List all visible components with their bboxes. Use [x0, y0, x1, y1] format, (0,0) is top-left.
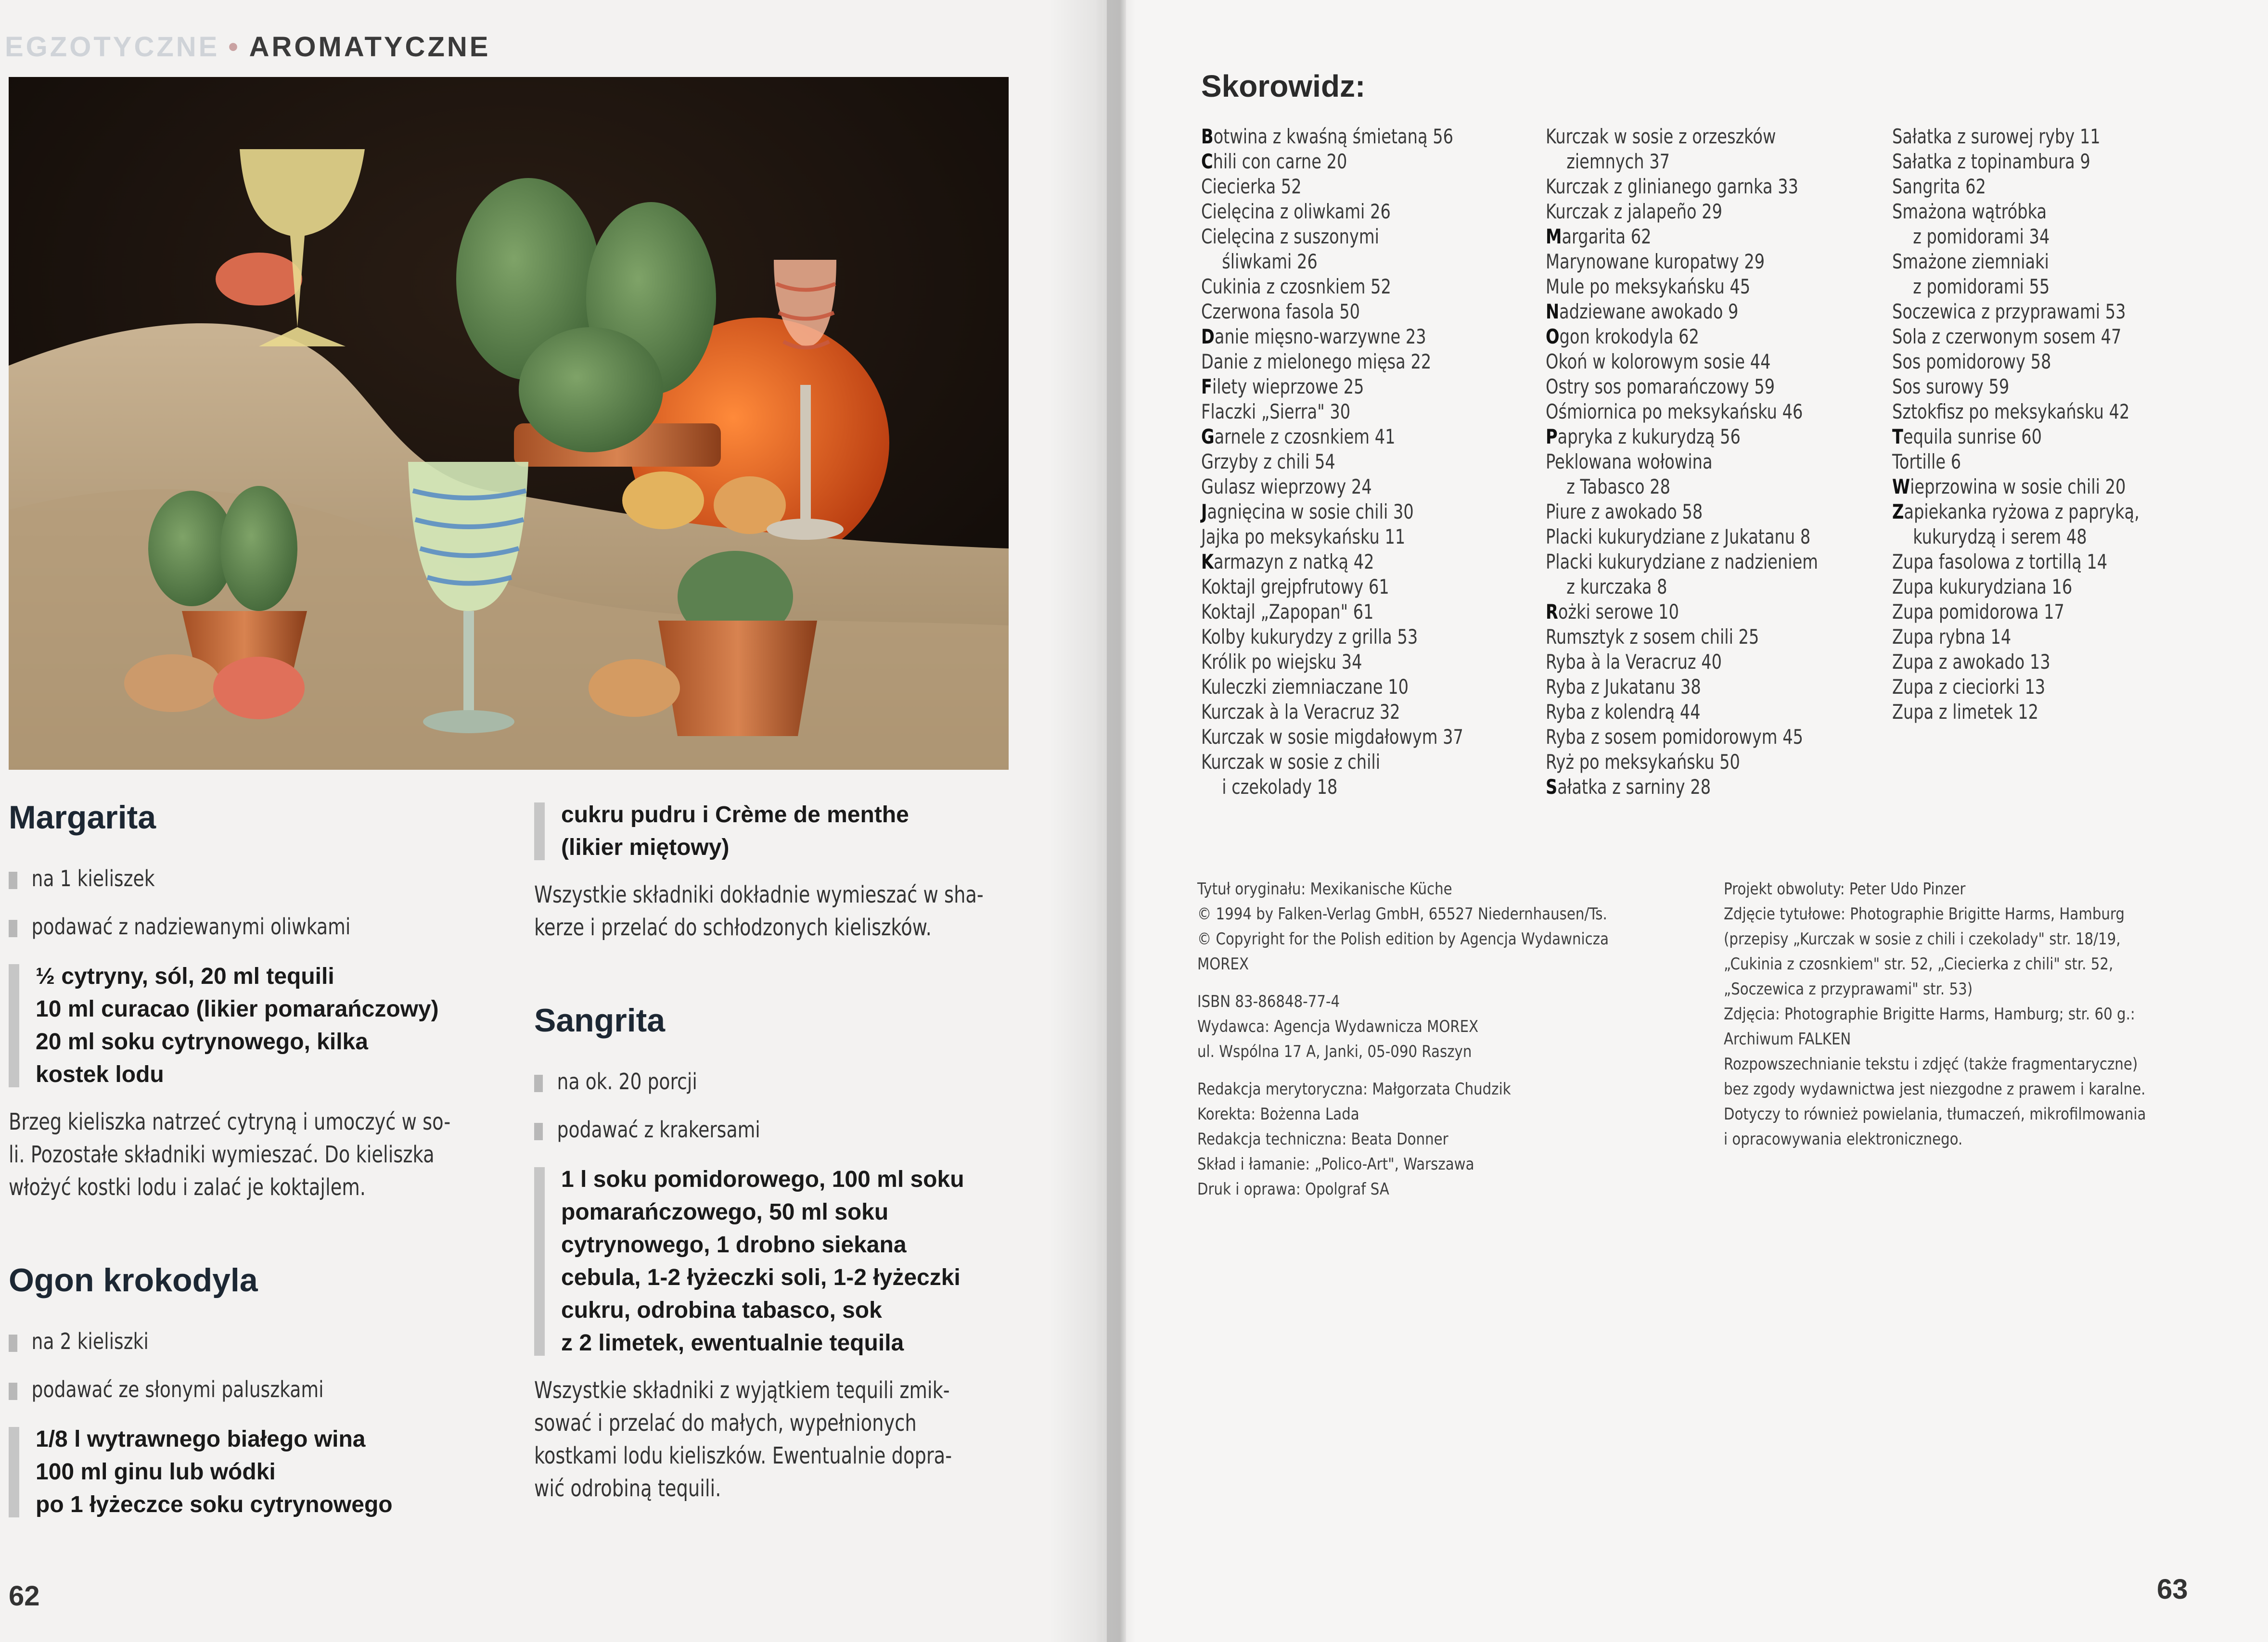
index-entry: Botwina z kwaśną śmietaną 56 [1201, 125, 1453, 148]
index-entry: Ciecierka 52 [1201, 175, 1302, 198]
ingredient-line: pomarańczowego, 50 ml soku [561, 1199, 889, 1225]
ingredient-line: ½ cytryny, sól, 20 ml tequili [36, 964, 334, 989]
index-entry: Ryba z Jukatanu 38 [1546, 675, 1701, 699]
index-entry: Kurczak à la Veracruz 32 [1201, 700, 1400, 724]
index-column-2 [1546, 124, 1818, 800]
ingredient-line: 20 ml soku cytrynowego, kilka [36, 1029, 368, 1055]
imprint-line: Tytuł oryginału: Mexikanische Küche [1197, 879, 1452, 899]
ingredient-line: cebula, 1-2 łyżeczki soli, 1-2 łyżeczki [561, 1265, 961, 1290]
ogon-title: Ogon krokodyla [9, 1262, 258, 1298]
index-entry: Smażone ziemniaki [1892, 250, 2049, 273]
index-entry: Ryba à la Veracruz 40 [1546, 650, 1722, 674]
imprint-left [1197, 877, 1609, 1202]
index-entry: Mule po meksykańsku 45 [1546, 275, 1751, 298]
ingredient-line: cytrynowego, 1 drobno siekana [561, 1232, 907, 1258]
sangrita-instructions: Wszystkie składniki z wyjątkiem tequili zmik- sować i przelać do małych, wypełnionych kostkami lodu kieliszków. Ewentualnie dopra- wić odrobiną tequili. [534, 1377, 952, 1502]
index-title: Skorowidz: [1201, 69, 1366, 103]
ingredient-line: z 2 limetek, ewentualnie tequila [561, 1330, 904, 1356]
index-entry: Soczewica z przyprawami 53 [1892, 300, 2126, 323]
imprint-line: i opracowywania elektronicznego. [1724, 1130, 1963, 1149]
cocktail-cactus-photo [9, 77, 1009, 770]
imprint-line: Zdjęcia: Photographie Brigitte Harms, Hamburg; str. 60 g.: [1724, 1005, 2135, 1024]
index-entry: ziemnych 37 [1566, 150, 1670, 173]
index-entry: Piure z awokado 58 [1546, 500, 1703, 523]
index-entry: Rumsztyk z sosem chili 25 [1546, 625, 1759, 649]
index-entry: Jagnięcina w sosie chili 30 [1201, 500, 1414, 523]
index-entry: Cielęcina z oliwkami 26 [1201, 200, 1391, 223]
index-entry: Kurczak z jalapeño 29 [1546, 200, 1723, 223]
imprint-line: ul. Wspólna 17 A, Janki, 05-090 Raszyn [1197, 1042, 1472, 1061]
index-entry: Margarita 62 [1546, 225, 1652, 248]
ogon-ingredients-continued [534, 799, 1015, 864]
imprint-line: ISBN 83-86848-77-4 [1197, 992, 1340, 1011]
index-entry: Placki kukurydziane z nadzieniem [1546, 550, 1819, 573]
imprint-line: © Copyright for the Polish edition by Agencja Wydawnicza [1197, 929, 1609, 949]
sangrita-bullet: podawać z krakersami [534, 1115, 929, 1144]
index-entry: z pomidorami 55 [1913, 275, 2050, 298]
ingredient-line: 1 l soku pomidorowego, 100 ml soku [561, 1167, 964, 1192]
index-entry: Kolby kukurydzy z grilla 53 [1201, 625, 1418, 649]
margarita-bullet: na 1 kieliszek [9, 864, 435, 893]
index-entry: Rożki serowe 10 [1546, 600, 1679, 624]
index-entry: Danie mięsno-warzywne 23 [1201, 325, 1426, 348]
imprint-line: © 1994 by Falken-Verlag GmbH, 65527 Niedernhausen/Ts. [1197, 904, 1607, 924]
index-entry: Papryka z kukurydzą 56 [1546, 425, 1741, 448]
imprint-line: Redakcja merytoryczna: Małgorzata Chudzik [1197, 1080, 1511, 1099]
index-entry: Placki kukurydziane z Jukatanu 8 [1546, 525, 1811, 548]
index-entry: Ośmiornica po meksykańsku 46 [1546, 400, 1803, 423]
index-entry: Kuleczki ziemniaczane 10 [1201, 675, 1409, 699]
imprint-line [1197, 977, 1609, 989]
index-entry: Kurczak w sosie z chili [1201, 750, 1381, 774]
ogon-ingredients [9, 1423, 528, 1521]
ogon-bullet: na 2 kieliszki [9, 1327, 435, 1356]
imprint-line: Redakcja techniczna: Beata Donner [1197, 1130, 1448, 1149]
page-number-left: 62 [9, 1580, 40, 1612]
section-header [5, 31, 490, 63]
imprint-line: bez zgody wydawnictwa jest niezgodne z prawem i karalne. [1724, 1080, 2146, 1099]
index-entry: Sztokfisz po meksykańsku 42 [1892, 400, 2130, 423]
index-entry: Gulasz wieprzowy 24 [1201, 475, 1372, 498]
index-entry: Ryba z sosem pomidorowym 45 [1546, 725, 1803, 749]
index-entry: Nadziewane awokado 9 [1546, 300, 1739, 323]
index-entry: Cukinia z czosnkiem 52 [1201, 275, 1391, 298]
index-entry: Ostry sos pomarańczowy 59 [1546, 375, 1775, 398]
index-entry: Sos surowy 59 [1892, 375, 2010, 398]
sangrita-bullet: na ok. 20 porcji [534, 1067, 929, 1096]
index-entry: Zupa z cieciorki 13 [1892, 675, 2046, 699]
index-entry: Kurczak z glinianego garnka 33 [1546, 175, 1798, 198]
ingredient-line: po 1 łyżeczce soku cytrynowego [36, 1492, 393, 1517]
index-entry: i czekolady 18 [1222, 775, 1338, 799]
ingredient-line: kostek lodu [36, 1062, 164, 1087]
index-entry: Zupa z awokado 13 [1892, 650, 2050, 674]
margarita-instructions: Brzeg kieliszka natrzeć cytryną i umoczyć w so- li. Pozostałe składniki wymieszać. Do kieliszka włożyć kostki lodu i zalać je koktajlem. [9, 1108, 451, 1201]
photo-illustration [9, 77, 1009, 770]
index-entry: Sałatka z sarniny 28 [1546, 775, 1711, 799]
section-header-separator: • [228, 31, 241, 63]
ogon-instructions: Wszystkie składniki dokładnie wymieszać w sha- kerze i przelać do schłodzonych kieliszków. [534, 881, 984, 941]
page-number-right: 63 [2157, 1574, 2188, 1605]
index-entry: Flaczki „Sierra" 30 [1201, 400, 1351, 423]
index-column-3 [1892, 124, 2140, 725]
index-entry: Ryba z kolendrą 44 [1546, 700, 1701, 724]
index-entry: Tequila sunrise 60 [1892, 425, 2042, 448]
right-recipe-column [534, 799, 1015, 1505]
left-recipe-column [9, 799, 528, 1536]
imprint-line: „Cukinia z czosnkiem" str. 52, „Ciecierka z chili" str. 52, [1724, 955, 2114, 974]
index-entry: Królik po wiejsku 34 [1201, 650, 1362, 674]
book-gutter-shadow-right [1107, 0, 1136, 1642]
index-entry: Jajka po meksykańsku 11 [1201, 525, 1406, 548]
ingredient-line: 100 ml ginu lub wódki [36, 1459, 276, 1485]
index-entry: Sola z czerwonym sosem 47 [1892, 325, 2122, 348]
index-entry: Peklowana wołowina [1546, 450, 1713, 473]
index-entry: Danie z mielonego mięsa 22 [1201, 350, 1432, 373]
index-entry: Sos pomidorowy 58 [1892, 350, 2051, 373]
ingredient-line: 10 ml curacao (likier pomarańczowy) [36, 996, 439, 1022]
index-entry: z Tabasco 28 [1566, 475, 1670, 498]
index-entry: Smażona wątróbka [1892, 200, 2047, 223]
imprint-line: Dotyczy to również powielania, tłumaczeń, mikrofilmowania [1724, 1105, 2146, 1124]
imprint-line: Archiwum FALKEN [1724, 1030, 1851, 1049]
index-entry: Sangrita 62 [1892, 175, 1986, 198]
sangrita-ingredients [534, 1163, 1015, 1360]
section-header-faded: EGZOTYCZNE [5, 31, 220, 63]
imprint-line: Zdjęcie tytułowe: Photographie Brigitte Harms, Hamburg [1724, 904, 2125, 924]
ingredient-line: cukru pudru i Crème de menthe [561, 802, 909, 827]
ogon-bullet: podawać ze słonymi paluszkami [9, 1375, 435, 1404]
margarita-bullet: podawać z nadziewanymi oliwkami [9, 912, 435, 941]
index-entry: Sałatka z topinambura 9 [1892, 150, 2090, 173]
index-column-1 [1201, 124, 1463, 800]
sangrita-title: Sangrita [534, 1002, 666, 1039]
index-entry: kukurydzą i serem 48 [1913, 525, 2087, 548]
index-entry: Zupa kukurydziana 16 [1892, 575, 2073, 598]
ingredient-line: cukru, odrobina tabasco, sok [561, 1298, 882, 1323]
index-entry: Sałatka z surowej ryby 11 [1892, 125, 2101, 148]
index-entry: Koktajl „Zapopan" 61 [1201, 600, 1374, 624]
ingredient-line: 1/8 l wytrawnego białego wina [36, 1426, 366, 1452]
index-entry: Cielęcina z suszonymi [1201, 225, 1379, 248]
index-entry: Marynowane kuropatwy 29 [1546, 250, 1765, 273]
index-entry: Grzyby z chili 54 [1201, 450, 1335, 473]
index-entry: Kurczak w sosie z orzeszków [1546, 125, 1776, 148]
imprint-line [1197, 1064, 1609, 1077]
index-entry: Zupa pomidorowa 17 [1892, 600, 2064, 624]
index-entry: Zupa rybna 14 [1892, 625, 2012, 649]
index-entry: Zupa fasolowa z tortillą 14 [1892, 550, 2108, 573]
imprint-line: (przepisy „Kurczak w sosie z chili i czekolady" str. 18/19, [1724, 929, 2121, 949]
ingredient-line: (likier miętowy) [561, 835, 730, 860]
index-entry: Zapiekanka ryżowa z papryką, [1892, 500, 2140, 523]
index-entry: Tortille 6 [1892, 450, 1961, 473]
index-entry: z kurczaka 8 [1566, 575, 1667, 598]
margarita-title: Margarita [9, 799, 156, 836]
imprint-line: MOREX [1197, 955, 1249, 974]
margarita-ingredients [9, 960, 528, 1091]
imprint-line: Korekta: Bożenna Lada [1197, 1105, 1359, 1124]
section-header-strong: AROMATYCZNE [249, 31, 491, 63]
index-entry: Koktajl grejpfrutowy 61 [1201, 575, 1389, 598]
index-entry: Ryż po meksykańsku 50 [1546, 750, 1740, 774]
imprint-line: Druk i oprawa: Opolgraf SA [1197, 1180, 1389, 1199]
imprint-line: Skład i łamanie: „Polico-Art", Warszawa [1197, 1155, 1474, 1174]
index-entry: Chili con carne 20 [1201, 150, 1347, 173]
index-entry: śliwkami 26 [1222, 250, 1318, 273]
index-entry: Kurczak w sosie migdałowym 37 [1201, 725, 1463, 749]
index-entry: Czerwona fasola 50 [1201, 300, 1360, 323]
imprint-right [1724, 877, 2146, 1152]
index-entry: Okoń w kolorowym sosie 44 [1546, 350, 1771, 373]
index-entry: Ogon krokodyla 62 [1546, 325, 1699, 348]
imprint-line: Wydawca: Agencja Wydawnicza MOREX [1197, 1017, 1479, 1036]
index-entry: Zupa z limetek 12 [1892, 700, 2039, 724]
imprint-line: „Soczewica z przyprawami" str. 53) [1724, 980, 1973, 999]
imprint-line: Projekt obwoluty: Peter Udo Pinzer [1724, 879, 1966, 899]
index-entry: Garnele z czosnkiem 41 [1201, 425, 1396, 448]
index-entry: Wieprzowina w sosie chili 20 [1892, 475, 2126, 498]
imprint-line: Rozpowszechnianie tekstu i zdjęć (także fragmentaryczne) [1724, 1055, 2138, 1074]
index-entry: z pomidorami 34 [1913, 225, 2050, 248]
index-entry: Karmazyn z natką 42 [1201, 550, 1374, 573]
index-entry: Filety wieprzowe 25 [1201, 375, 1364, 398]
